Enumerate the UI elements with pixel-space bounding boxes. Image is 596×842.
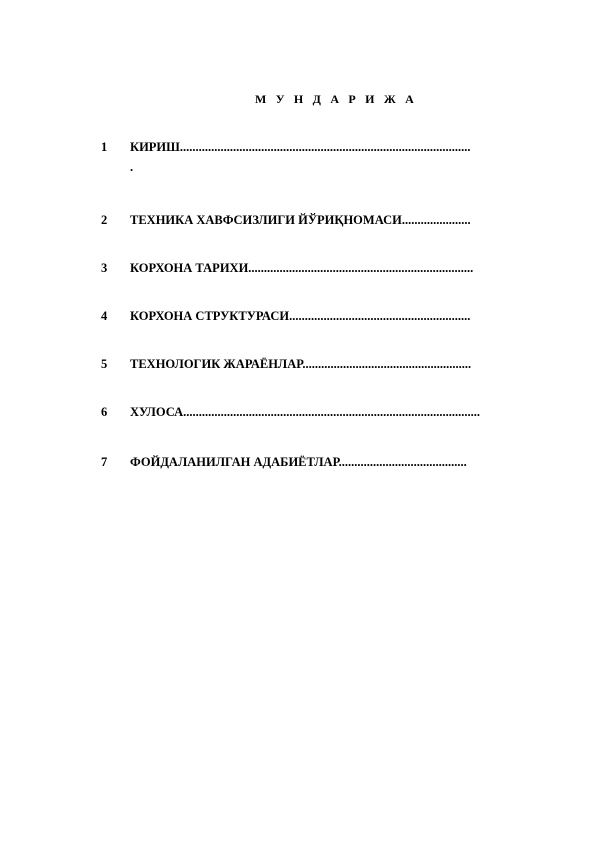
toc-entry [0, 405, 596, 425]
toc-entry-text: ФОЙДАЛАНИЛГАН АДАБИЁТЛАР......................................... [130, 455, 467, 469]
toc-entry [0, 213, 596, 233]
toc-entry-text: КОРХОНА ТАРИХИ........................................................................ [130, 261, 474, 275]
toc-entry [0, 140, 596, 174]
toc-entry-text: ТЕХНОЛОГИК ЖАРАЁНЛАР...................................................... [130, 357, 472, 371]
toc-entry-text: КОРХОНА СТРУКТУРАСИ.......................................................... [130, 309, 471, 323]
toc-entry [0, 357, 596, 377]
toc-entry [0, 261, 596, 281]
toc-entry-text: ТЕХНИКА ХАВФСИЗЛИГИ ЙЎРИҚНОМАСИ...................... [130, 213, 471, 227]
toc-entry-number: 4 [101, 309, 108, 323]
page-title: М У Н Д А Р И Ж А [255, 92, 417, 106]
toc-entry [0, 455, 596, 475]
toc-entry-number: 6 [101, 405, 108, 419]
toc-entry-text: КИРИШ............................................................................................. [130, 140, 471, 154]
toc-entry-number: 3 [101, 261, 108, 275]
toc-entry-number: 1 [101, 140, 108, 154]
toc-entry-number: 7 [101, 455, 108, 469]
toc-entry-number: 5 [101, 357, 108, 371]
toc-entry [0, 309, 596, 329]
toc-entry-text: ХУЛОСА............................................................................................... [130, 405, 481, 419]
toc-entry-continuation: . [130, 160, 134, 174]
toc-entry-number: 2 [101, 213, 108, 227]
